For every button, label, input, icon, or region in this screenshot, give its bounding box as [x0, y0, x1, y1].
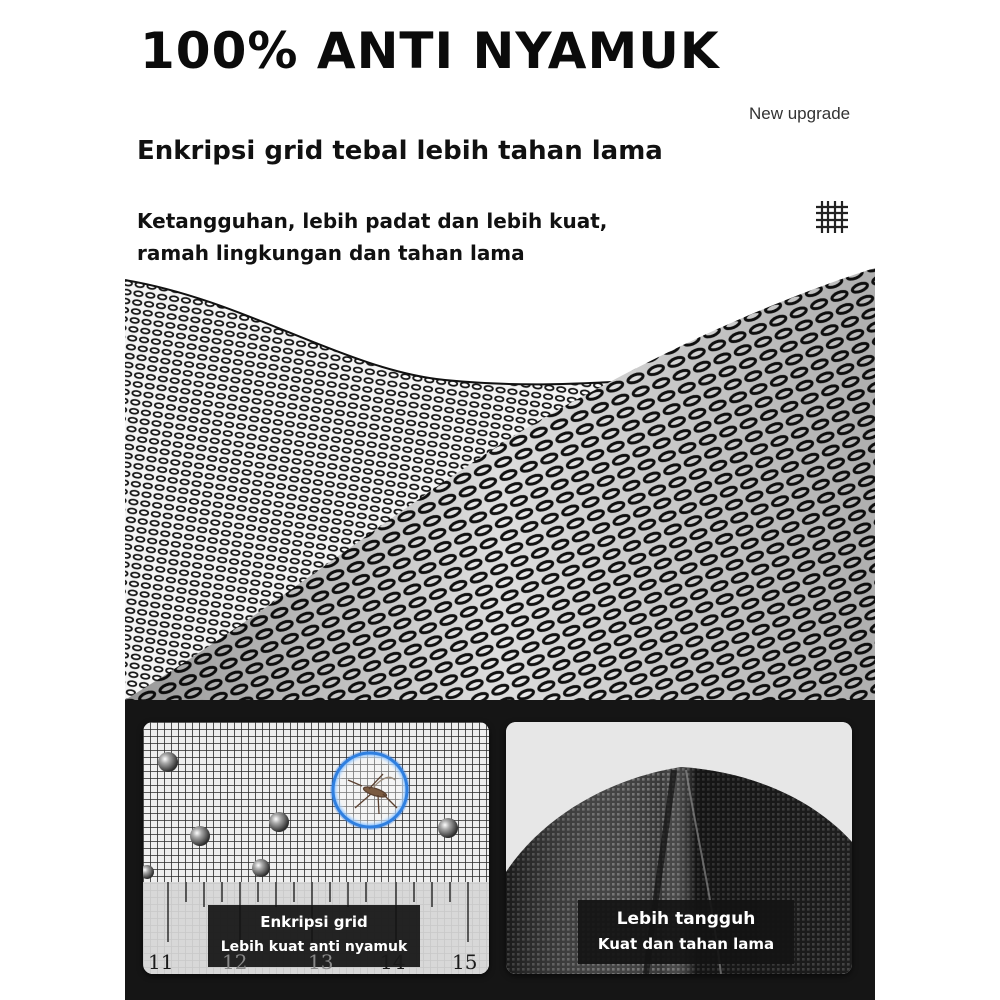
ruler-tick-label: 11: [148, 950, 174, 974]
caption-strength: [578, 900, 794, 964]
caption-grid-subtitle: Lebih kuat anti nyamuk: [220, 939, 408, 955]
description-line-1: Ketangguhan, lebih padat dan lebih kuat,: [137, 209, 608, 233]
ruler-tick-label: 12: [222, 950, 248, 974]
ruler-tick-label: 13: [308, 950, 334, 974]
left-margin: [0, 0, 125, 1000]
subheadline: Enkripsi grid tebal lebih tahan lama: [137, 136, 663, 166]
grid-icon: [815, 200, 849, 234]
ruler-tick-label: 15: [452, 950, 478, 974]
caption-strength-subtitle: Kuat dan tahan lama: [597, 935, 775, 953]
caption-strength-title: Lebih tangguh: [616, 909, 756, 929]
headline: 100% ANTI NYAMUK: [140, 22, 720, 80]
right-margin: [875, 0, 1000, 1000]
upgrade-badge: New upgrade: [749, 104, 851, 123]
caption-grid-title: Enkripsi grid: [260, 913, 368, 931]
mesh-hero-image: [125, 260, 875, 700]
ruler-tick-label: 14: [380, 950, 406, 974]
description-line-2: ramah lingkungan dan tahan lama: [137, 241, 525, 265]
